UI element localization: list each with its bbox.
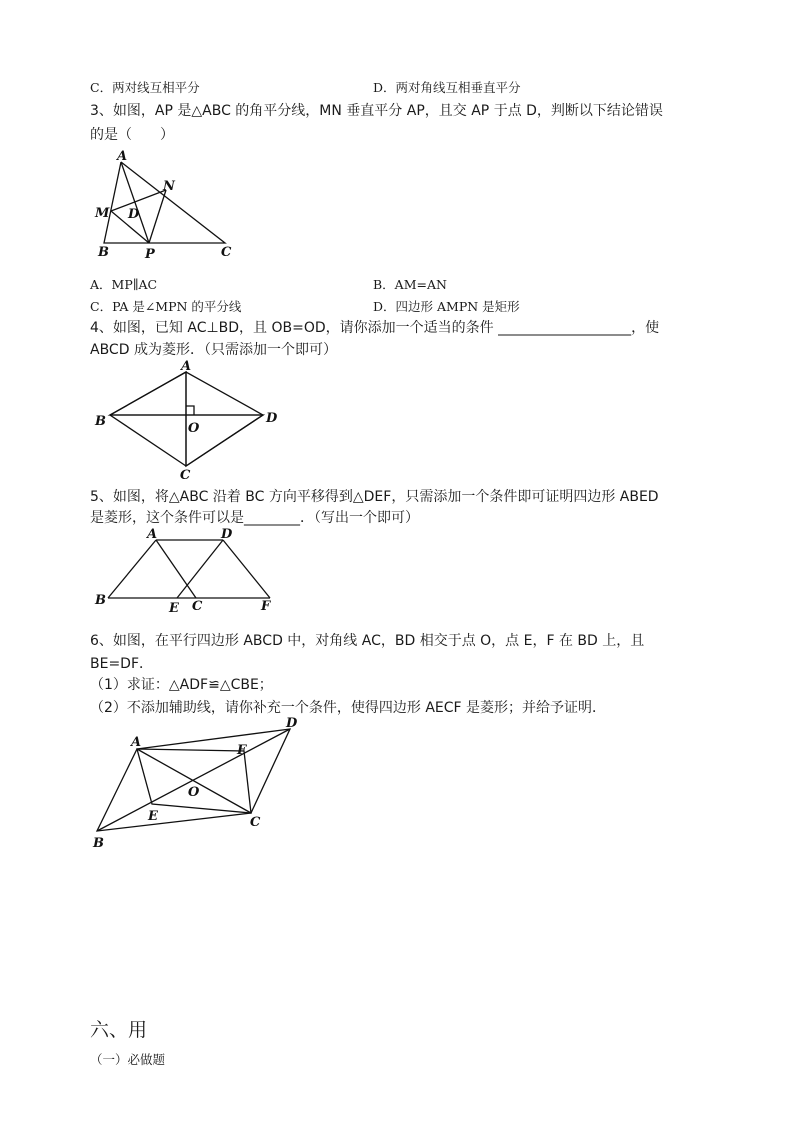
label-d: D — [286, 716, 298, 731]
label-b: B — [95, 593, 106, 608]
q2-option-d: D．两对角线互相垂直平分 — [373, 80, 521, 95]
label-o: O — [188, 785, 200, 800]
q3-option-b: B．AM=AN — [373, 277, 447, 292]
label-d: D — [128, 207, 140, 222]
label-c: C — [221, 245, 232, 260]
label-o: O — [188, 421, 200, 436]
q4-question-line1: 4、如图，已知 AC⊥BD，且 OB=OD，请你添加一个适当的条件 ___________________，使 — [90, 320, 660, 336]
triangle-abc — [104, 162, 225, 243]
q3-figure — [90, 148, 250, 267]
q3-option-c: C．PA 是∠MPN 的平分线 — [90, 299, 242, 314]
label-a: A — [181, 359, 192, 374]
q6-parallelogram-diagram — [90, 712, 315, 852]
q2-option-c: C．两对线互相平分 — [90, 80, 200, 95]
q3-option-d: D．四边形 AMPN 是矩形 — [373, 299, 520, 314]
label-b: B — [98, 245, 109, 260]
q4-question-line2: ABCD 成为菱形．（只需添加一个即可） — [90, 342, 337, 358]
q5-question-line1: 5、如图，将△ABC 沿着 BC 方向平移得到△DEF，只需添加一个条件即可证明四边形 ABED — [90, 489, 659, 505]
label-b: B — [93, 836, 104, 851]
label-e: E — [169, 601, 179, 616]
section-heading: 六、用 — [90, 1019, 148, 1041]
q6-figure — [90, 712, 315, 856]
label-d: D — [221, 527, 233, 542]
label-a: A — [147, 527, 158, 542]
label-f: F — [237, 743, 247, 758]
q5-question-line2: 是菱形，这个条件可以是________．（写出一个即可） — [90, 510, 419, 526]
segment-de — [177, 540, 223, 598]
label-c: C — [180, 468, 191, 483]
segment-ac — [156, 540, 196, 598]
segment-df — [223, 540, 270, 598]
label-b: B — [95, 414, 106, 429]
q6-question-line1: 6、如图，在平行四边形 ABCD 中，对角线 AC，BD 相交于点 O，点 E，F 在 BD 上，且 — [90, 633, 645, 649]
label-a: A — [117, 149, 128, 164]
label-d: D — [266, 411, 278, 426]
label-c: C — [192, 599, 203, 614]
q6-part2: （2）不添加辅助线，请你补充一个条件，使得四边形 AECF 是菱形；并给予证明． — [90, 700, 607, 716]
q4-figure — [90, 358, 290, 487]
right-angle-mark — [186, 406, 194, 415]
segment-ab — [108, 540, 156, 598]
label-c: C — [250, 815, 261, 830]
label-m: M — [95, 206, 110, 221]
q5-figure — [90, 526, 290, 622]
q5-translation-diagram — [90, 526, 290, 618]
label-e: E — [148, 809, 158, 824]
q3-triangle-diagram — [90, 148, 250, 263]
q6-question-line2: BE=DF． — [90, 656, 154, 672]
diagonal-bd — [97, 729, 290, 831]
q3-question-line2: 的是（ ） — [90, 127, 174, 143]
q3-question-line1: 3、如图，AP 是△ABC 的角平分线，MN 垂直平分 AP，且交 AP 于点 D，判断以下结论错误 — [90, 103, 663, 119]
label-p: P — [145, 247, 155, 262]
q4-rhombus-diagram — [90, 358, 290, 483]
label-a: A — [131, 735, 142, 750]
segment-np — [149, 190, 166, 243]
label-f: F — [261, 599, 271, 614]
q3-option-a: A．MP∥AC — [90, 277, 158, 292]
label-n: N — [163, 179, 175, 194]
section-subheading: （一）必做题 — [90, 1052, 166, 1067]
q6-part1: （1）求证：△ADF≌△CBE； — [90, 677, 273, 693]
